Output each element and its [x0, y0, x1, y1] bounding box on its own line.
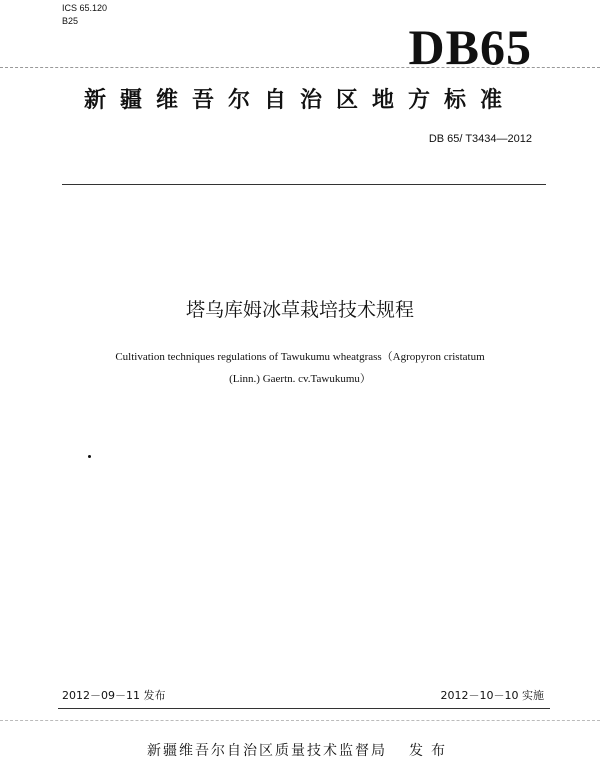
issuer-verb: 发布	[409, 743, 453, 759]
document-title-english-line1: Cultivation techniques regulations of Tawukumu wheatgrass（Agropyron cristatum	[115, 351, 485, 363]
standard-type-heading: 新疆维吾尔自治区地方标准	[83, 88, 516, 113]
implementation-date: 2012－10－10 实施	[440, 689, 544, 702]
issuer-line	[0, 741, 600, 761]
document-title-english-line2: (Linn.) Gaertn. cv.Tawukumu）	[229, 373, 371, 385]
header-divider	[0, 67, 600, 68]
standard-logo: DB65	[408, 19, 532, 75]
issuer-name: 新疆维吾尔自治区质量技术监督局	[147, 743, 387, 759]
ics-code: ICS 65.120	[62, 3, 108, 13]
classification-code: B25	[62, 16, 79, 26]
footer-dashed-divider	[0, 720, 600, 721]
document-title-chinese: 塔乌库姆冰草栽培技术规程	[185, 299, 414, 321]
footer-divider	[58, 708, 550, 709]
title-divider	[62, 184, 546, 185]
issue-date: 2012－09－11 发布	[62, 689, 166, 702]
speck-dot	[88, 455, 91, 458]
standard-number: DB 65/ T3434—2012	[428, 133, 532, 145]
